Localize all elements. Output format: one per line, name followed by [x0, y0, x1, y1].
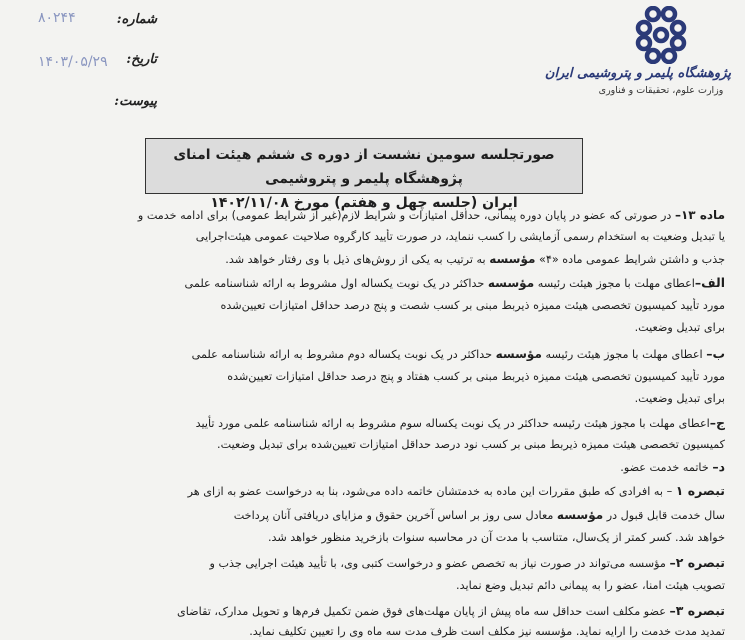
- clause-a-line-2: مورد تأیید کمیسیون تخصصی هیئت ممیزه ذیربط مبنی بر کسب شصت و پنج درصد حداقل امتیازات تعیین‌شده: [220, 299, 725, 312]
- institute-logo-icon: [632, 6, 690, 64]
- note-1-text-1: – به افرادی که طبق مقررات این ماده به خدمتشان خاتمه داده می‌شود، بنا به درخواست عضو به ازای هر: [187, 485, 676, 498]
- note-3-line-2: تمدید مدت خدمت را ارایه نماید. مؤسسه نیز مکلف است ظرف مدت سه ماه وی را تعیین تکلیف نماید.: [249, 625, 725, 638]
- note-1-line-3: خواهد شد. کسر کمتر از یک‌سال، متناسب با مدت آن در محاسبه سنوات بازخرید منظور خواهد شد.: [267, 531, 725, 544]
- clause-a-text-1b: مؤسسه: [487, 276, 535, 290]
- article-13-text-3b: مؤسسه: [489, 252, 536, 266]
- organization-name: پژوهشگاه پلیمر و پتروشیمی ایران: [544, 66, 731, 81]
- clause-a-text-1a: اعطای مهلت با مجوز هیئت رئیسه: [534, 277, 695, 290]
- note-1-label: تبصره ۱: [675, 483, 725, 498]
- clause-b-text-1a: اعطای مهلت با مجوز هیئت رئیسه: [541, 348, 707, 361]
- clause-a-line-3: برای تبدیل وضعیت.: [634, 321, 725, 334]
- article-13-text-1: در صورتی که عضو در پایان دوره پیمانی، حداقل امتیازات و شرایط لازم(غیر از شرایط عمومی) برای ادامه خدمت و: [137, 209, 675, 222]
- article-13-line-2: یا تبدیل وضعیت به استخدام رسمی آزمایشی را کسب ننماید، در صورت تأیید کارگروه صلاحیت عمومی هیئت‌اجرایی: [195, 230, 725, 243]
- attachment-label: پیوست:: [114, 94, 157, 109]
- article-13-line-3: [13, 251, 725, 268]
- note-3-text-1: عضو مکلف است حداقل سه ماه پیش از پایان مهلت‌های فوق ضمن تکمیل فرم‌ها و تحویل مدارک، تقاضای: [177, 605, 670, 618]
- note-1-line-1: [13, 483, 725, 500]
- note-3-label: تبصره ۳–: [669, 603, 725, 618]
- number-label: شماره:: [116, 12, 157, 27]
- note-3-line-1: [13, 603, 725, 620]
- clause-b-text-1b: مؤسسه: [495, 347, 542, 361]
- note-2-label: تبصره ۲–: [669, 555, 725, 570]
- clause-b-line-2: مورد تأیید کمیسیون تخصصی هیئت ممیزه ذیربط مبنی بر کسب هفتاد و پنج درصد حداقل امتیازات تعیین‌شده: [227, 370, 725, 383]
- clause-d-line: [13, 459, 725, 476]
- note-1-line-2: [13, 507, 725, 524]
- minutes-title-box: [145, 138, 583, 211]
- note-1-text-2b: مؤسسه: [556, 508, 604, 522]
- clause-c-line-1: [13, 415, 725, 432]
- title-line-1: صورتجلسه سومین نشست از دوره ی ششم هیئت امنای پژوهشگاه پلیمر و پتروشیمی: [173, 147, 555, 187]
- article-13-line-1: [13, 207, 725, 224]
- note-1-text-2c: معادل سی روز بر اساس آخرین حقوق و مزایای دریافتی آنان پرداخت: [233, 509, 557, 522]
- note-2-line-1: [13, 555, 725, 572]
- clause-d-label: د–: [712, 459, 725, 474]
- clause-a-line-1: [13, 275, 725, 292]
- clause-c-label: ج–: [709, 415, 725, 430]
- date-label: تاریخ:: [126, 52, 157, 67]
- note-1-text-2a: سال خدمت قابل قبول در: [603, 509, 725, 522]
- letterhead-logo-block: [544, 6, 731, 96]
- clause-a-label: الف–: [694, 275, 725, 290]
- clause-c-text-1: اعطای مهلت با مجوز هیئت رئیسه حداکثر در یک نوبت یکساله سوم مشروط به ارائه شناسنامه علمی مورد تأیید: [195, 417, 710, 430]
- clause-b-line-3: برای تبدیل وضعیت.: [634, 392, 725, 405]
- clause-b-text-1c: حداکثر در یک نوبت یکساله دوم مشروط به ارائه شناسنامه علمی: [191, 348, 496, 361]
- clause-d-text: خاتمه خدمت عضو.: [620, 461, 713, 474]
- clause-b-line-1: [13, 346, 725, 363]
- note-2-text-1: مؤسسه می‌تواند در صورت نیاز به تخصص عضو و درخواست کتبی وی، با تأیید هیئت اجرایی جذب و: [209, 557, 670, 570]
- note-2-line-2: تصویب هیئت امنا، عضو را به پیمانی دائم تبدیل وضع نماید.: [456, 579, 725, 592]
- ministry-name: وزارت علوم، تحقیقات و فناوری: [598, 85, 724, 96]
- title-line-2: ایران (جلسه چهل و هفتم) مورخ ۱۴۰۲/۱۱/۰۸: [210, 195, 518, 211]
- date-value: ۱۴۰۳/۰۵/۲۹: [38, 54, 108, 70]
- clause-b-label: ب–: [706, 346, 725, 361]
- article-13-text-3c: به ترتیب به یکی از روش‌های ذیل با وی رفتار خواهد شد.: [225, 253, 490, 266]
- article-13-label: ماده ۱۳–: [674, 208, 725, 222]
- article-13-text-3a: جذب و داشتن شرایط عمومی ماده «۴»: [535, 253, 725, 266]
- clause-c-line-2: کمیسیون تخصصی هیئت ممیزه ذیربط مبنی بر کسب نود درصد حداقل امتیازات تعیین‌شده برای تبدیل وضعیت.: [217, 438, 725, 451]
- number-value: ۸۰۲۴۴: [38, 10, 76, 26]
- clause-a-text-1c: حداکثر در یک نوبت یکساله اول مشروط به ارائه شناسنامه علمی: [184, 277, 488, 290]
